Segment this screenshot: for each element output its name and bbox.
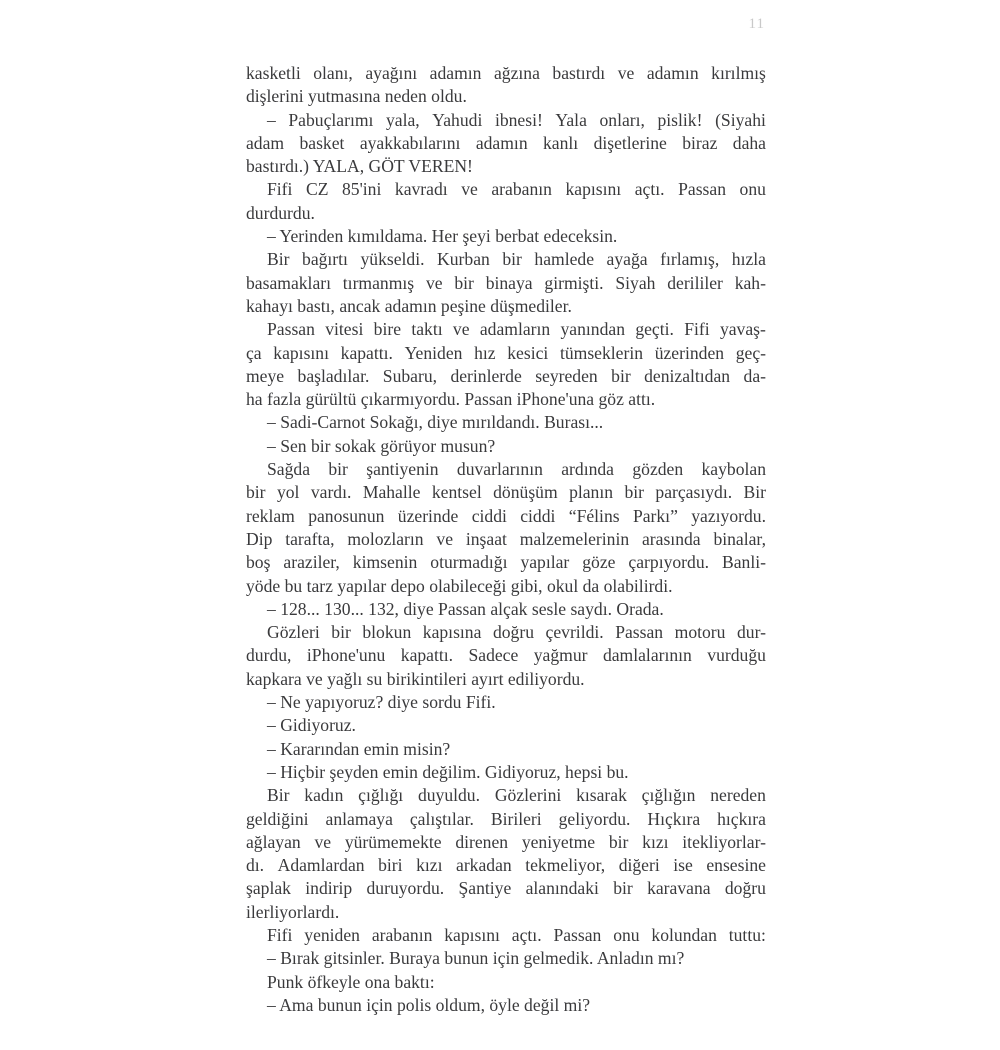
text-word: açtı. — [634, 179, 665, 200]
text-word: dı. — [246, 855, 265, 876]
text-word: kadın — [304, 785, 344, 806]
text-word: bir — [502, 249, 522, 270]
text-word: Sadece — [468, 645, 519, 666]
text-word: geldiğini — [246, 808, 309, 829]
text-word: bir — [328, 459, 348, 480]
text-word: olanı, — [313, 63, 353, 83]
text-word: blokun — [362, 622, 412, 643]
text-word: yala, — [386, 109, 420, 130]
text-line: – Sen bir sokak görüyor musun? — [267, 435, 496, 456]
text-word: Passan — [553, 924, 602, 945]
text-word: kısarak — [576, 785, 627, 806]
text-line — [246, 481, 766, 504]
text-word: yağmur — [533, 645, 588, 666]
text-word: ağzına — [493, 63, 540, 83]
text-line: – Bırak gitsinler. Buraya bunun için gelmedik. Anladın mı? — [267, 948, 685, 969]
text-word: meye — [246, 365, 285, 386]
text-word: CZ — [305, 179, 329, 200]
text-word: Adamlardan — [277, 855, 365, 876]
text-word: tuttu: — [728, 924, 766, 945]
text-word: indirip — [305, 878, 353, 899]
text-word: bastırdı — [552, 63, 606, 83]
text-word: direnen — [455, 831, 509, 852]
text-word: ve — [436, 528, 454, 549]
text-word: nereden — [710, 785, 766, 806]
text-word: açtı. — [511, 924, 542, 945]
text-word: yazıyordu. — [691, 505, 766, 526]
text-word: Bir — [267, 249, 290, 270]
text-word: yanından — [560, 319, 625, 340]
text-word: malzemelerinin — [519, 528, 630, 549]
text-word: reklam — [246, 505, 295, 526]
text-word: Fifi — [267, 179, 293, 200]
text-line — [246, 924, 766, 947]
paragraph — [246, 761, 766, 784]
text-line — [246, 831, 766, 854]
text-word: bir — [611, 365, 631, 386]
text-line — [246, 318, 766, 341]
text-word: ardında — [561, 459, 614, 480]
text-line: Punk öfkeyle ona baktı: — [267, 971, 435, 992]
text-word: Passan — [678, 179, 726, 200]
text-word: duruyordu. — [366, 878, 445, 899]
text-line — [246, 505, 766, 528]
text-word: ayağa — [606, 249, 648, 270]
text-line: dişlerini yutmasına neden oldu. — [246, 86, 467, 107]
text-word: hız — [474, 342, 496, 363]
paragraph — [246, 411, 766, 434]
text-word: 85'ini — [342, 179, 382, 200]
paragraph — [246, 784, 766, 924]
text-word: dönüşüm — [493, 482, 558, 503]
text-line: kapkara ve yağlı su birikintileri ayırt ediliyordu. — [246, 668, 585, 689]
text-line: bastırdı.) YALA, GÖT VEREN! — [246, 156, 473, 177]
text-word: basket — [299, 132, 345, 153]
paragraph — [246, 994, 766, 1017]
text-word: doğru — [492, 622, 534, 643]
text-word: tekmeliyor, — [525, 855, 606, 876]
text-line — [246, 109, 766, 132]
paragraph — [246, 458, 766, 598]
text-line: yöde bu tarz yapılar depo olabileceği gibi, okul da olabilirdi. — [246, 575, 673, 596]
text-word: ve — [314, 831, 332, 852]
text-word: anlamaya — [325, 808, 393, 829]
text-line — [246, 365, 766, 388]
text-word: hıçkıra — [717, 808, 766, 829]
text-line: – 128... 130... 132, diye Passan alçak sesle saydı. Orada. — [267, 598, 664, 619]
text-word: adamın — [646, 63, 699, 83]
text-word: şantiyenin — [366, 459, 439, 480]
text-word: yavaş- — [719, 319, 766, 340]
text-word: iPhone'unu — [306, 645, 386, 666]
text-word: gözden — [632, 459, 684, 480]
text-word: yürümemekte — [344, 831, 442, 852]
text-word: onu — [739, 179, 766, 200]
body-text-block — [246, 62, 766, 1017]
paragraph — [246, 621, 766, 691]
text-word: girmişti. — [544, 272, 604, 293]
text-line — [246, 248, 766, 271]
text-word: pislik! — [657, 109, 703, 130]
text-word: ayakkabılarını — [359, 132, 461, 153]
text-word: bir — [246, 482, 266, 503]
text-word: çığlığı — [358, 785, 404, 806]
text-word: bir — [624, 482, 644, 503]
paragraph — [246, 109, 766, 179]
text-word: Yeniden — [404, 342, 463, 363]
text-word: kesici — [507, 342, 549, 363]
text-word: kaybolan — [701, 459, 766, 480]
text-line: – Sadi-Carnot Sokağı, diye mırıldandı. Burası... — [267, 412, 604, 433]
text-word: Passan — [267, 319, 315, 340]
text-word: bir — [331, 622, 351, 643]
text-word: bir — [608, 831, 629, 852]
text-line: – Kararından emin misin? — [267, 738, 451, 759]
text-word: Fifi — [684, 319, 710, 340]
text-word: tırmanmış — [342, 272, 415, 293]
text-word: göze — [582, 552, 616, 573]
text-word: Yala — [555, 109, 587, 130]
text-word: taktı — [411, 319, 443, 340]
text-word: motoru — [674, 622, 726, 643]
text-line — [246, 62, 766, 85]
text-word: karavana — [647, 878, 711, 899]
text-word: doğru — [724, 878, 766, 899]
paragraph — [246, 178, 766, 225]
text-word: onları, — [599, 109, 645, 130]
text-word: ve — [617, 63, 635, 83]
text-line: ha fazla gürültü çıkarmıyordu. Passan iPhone'una göz attı. — [246, 389, 656, 410]
text-word: Gözlerini — [494, 785, 562, 806]
text-word: itekliyorlar- — [682, 831, 766, 852]
text-line: durdurdu. — [246, 202, 315, 223]
text-word: biraz — [682, 132, 718, 153]
text-word: çığlığın — [641, 785, 696, 806]
text-word: Passan — [615, 622, 664, 643]
text-word: binaya — [485, 272, 533, 293]
text-word: çevrildi. — [545, 622, 604, 643]
text-word: ise — [673, 855, 693, 876]
text-word: oturmadığı — [430, 552, 508, 573]
text-word: tümseklerin — [559, 342, 644, 363]
text-word: ibnesi! — [494, 109, 543, 130]
text-line — [246, 342, 766, 365]
text-word: Gözleri — [267, 622, 320, 643]
text-line: – Ne yapıyoruz? diye sordu Fifi. — [267, 692, 496, 713]
text-word: hamlede — [534, 249, 595, 270]
text-word: Bir — [267, 785, 290, 806]
text-word: Dip — [246, 528, 273, 549]
text-line: ilerliyorlardı. — [246, 901, 340, 922]
paragraph — [246, 435, 766, 458]
paragraph — [246, 738, 766, 761]
text-word: kolundan — [651, 924, 717, 945]
text-line — [246, 178, 766, 201]
text-word: Banli- — [721, 552, 766, 573]
text-word: yükseldi. — [360, 249, 425, 270]
text-word: vitesi — [325, 319, 364, 340]
text-line — [246, 644, 766, 667]
text-line — [246, 132, 766, 155]
text-word: geliyordu. — [558, 808, 631, 829]
text-word: biri — [378, 855, 403, 876]
text-word: Kurban — [437, 249, 490, 270]
text-word: kapısını — [273, 342, 329, 363]
text-word: alanındaki — [525, 878, 599, 899]
text-word: geçti. — [635, 319, 674, 340]
text-word: ve — [425, 272, 443, 293]
text-word: – — [267, 109, 276, 130]
text-word: duyuldu. — [417, 785, 481, 806]
text-word: planın — [569, 482, 614, 503]
text-word: yapılar — [520, 552, 570, 573]
text-line — [246, 272, 766, 295]
text-word: denizaltıdan — [644, 365, 731, 386]
text-word: ayağını — [365, 63, 418, 83]
text-word: Yahudi — [432, 109, 483, 130]
text-word: arasında — [641, 528, 701, 549]
text-line — [246, 621, 766, 644]
paragraph — [246, 691, 766, 714]
text-word: Bir — [743, 482, 766, 503]
text-word: fırlamış, — [660, 249, 720, 270]
text-line — [246, 551, 766, 574]
text-line — [246, 808, 766, 831]
text-line: kahayı bastı, ancak adamın peşine düşmediler. — [246, 295, 572, 316]
text-word: kimsenin — [352, 552, 418, 573]
text-line — [246, 528, 766, 551]
text-word: kızı — [416, 855, 443, 876]
text-word: (Siyahi — [715, 109, 766, 130]
text-line — [246, 458, 766, 481]
text-word: basamakları — [246, 272, 331, 293]
text-word: panosunun — [308, 505, 385, 526]
text-word: Fifi — [267, 924, 293, 945]
text-word: “Félins — [568, 505, 620, 526]
text-word: durdu, — [246, 645, 292, 666]
text-word: ciddi — [471, 505, 507, 526]
text-line: – Ama bunun için polis oldum, öyle değil mi? — [267, 994, 591, 1015]
text-word: arkadan — [456, 855, 512, 876]
text-word: Sağda — [267, 459, 310, 480]
text-line: – Gidiyoruz. — [267, 715, 356, 736]
text-word: bağırtı — [302, 249, 348, 270]
text-word: ve — [461, 179, 478, 200]
text-word: parçasıydı. — [655, 482, 733, 503]
text-word: onu — [613, 924, 640, 945]
text-word: bire — [373, 319, 402, 340]
text-word: adamın — [475, 132, 528, 153]
text-word: kapısına — [422, 622, 482, 643]
text-word: hızla — [731, 249, 766, 270]
text-word: geç- — [735, 342, 766, 363]
text-word: başladılar. — [297, 365, 370, 386]
text-word: Siyah — [615, 272, 656, 293]
text-word: Birileri — [490, 808, 542, 829]
text-word: ciddi — [520, 505, 556, 526]
text-word: ve — [452, 319, 470, 340]
text-word: derinlerde — [450, 365, 522, 386]
text-word: bir — [613, 878, 633, 899]
text-word: yeniden — [304, 924, 360, 945]
text-word: kapısını — [565, 179, 622, 200]
text-word: çalıştılar. — [409, 808, 474, 829]
text-word: adamların — [479, 319, 551, 340]
text-word: damlalarının — [602, 645, 692, 666]
text-word: dur- — [737, 622, 766, 643]
text-word: inşaat — [465, 528, 507, 549]
text-word: Hıçkıra — [647, 808, 701, 829]
paragraph — [246, 598, 766, 621]
text-word: çarpıyordu. — [628, 552, 710, 573]
text-word: binalar, — [713, 528, 766, 549]
text-word: adam — [246, 132, 285, 153]
text-word: üzerinden — [654, 342, 725, 363]
text-word: şaplak — [246, 878, 291, 899]
text-word: dişetlerine — [593, 132, 667, 153]
text-word: ça — [246, 342, 262, 363]
paragraph — [246, 248, 766, 318]
text-word: vardı. — [310, 482, 352, 503]
text-word: adamın — [429, 63, 482, 83]
text-word: duvarlarının — [456, 459, 543, 480]
text-word: daha — [732, 132, 766, 153]
text-word: Parkı” — [632, 505, 678, 526]
paragraph — [246, 714, 766, 737]
text-word: diğeri — [618, 855, 660, 876]
text-line — [246, 877, 766, 900]
text-word: ağlayan — [246, 831, 301, 852]
text-word: üzerinde — [397, 505, 459, 526]
text-word: kırılmış — [711, 63, 766, 83]
text-word: seyreden — [535, 365, 598, 386]
text-word: Mahalle — [362, 482, 421, 503]
text-word: kavradı — [394, 179, 448, 200]
text-word: molozların — [347, 528, 424, 549]
text-word: kentsel — [431, 482, 482, 503]
text-word: kanlı — [543, 132, 579, 153]
text-line — [246, 854, 766, 877]
text-word: araziler, — [283, 552, 340, 573]
text-line: – Hiçbir şeyden emin değilim. Gidiyoruz, hepsi bu. — [267, 761, 629, 782]
paragraph — [246, 318, 766, 411]
text-word: Pabuçlarımı — [288, 109, 374, 130]
text-word: kapattı. — [340, 342, 393, 363]
text-line — [246, 784, 766, 807]
text-word: kızı — [642, 831, 669, 852]
text-word: kapattı. — [400, 645, 454, 666]
page-number: 11 — [748, 16, 765, 32]
text-word: ensesine — [706, 855, 766, 876]
paragraph — [246, 225, 766, 248]
text-word: tarafta, — [285, 528, 335, 549]
text-word: yeniyetme — [521, 831, 596, 852]
paragraph — [246, 971, 766, 994]
text-line: – Yerinden kımıldama. Her şeyi berbat edeceksin. — [267, 226, 618, 247]
text-word: Subaru, — [382, 365, 438, 386]
text-word: da- — [743, 365, 766, 386]
text-word: arabanın — [491, 179, 552, 200]
text-word: yol — [276, 482, 300, 503]
text-word: kasketli — [246, 63, 301, 83]
text-word: derililer — [667, 272, 723, 293]
text-word: vurduğu — [707, 645, 766, 666]
text-word: bir — [454, 272, 474, 293]
text-word: arabanın — [371, 924, 433, 945]
text-word: kapısını — [444, 924, 500, 945]
text-word: Şantiye — [458, 878, 512, 899]
paragraph — [246, 924, 766, 947]
text-word: boş — [246, 552, 271, 573]
text-word: kah- — [734, 272, 766, 293]
paragraph — [246, 62, 766, 109]
paragraph — [246, 947, 766, 970]
